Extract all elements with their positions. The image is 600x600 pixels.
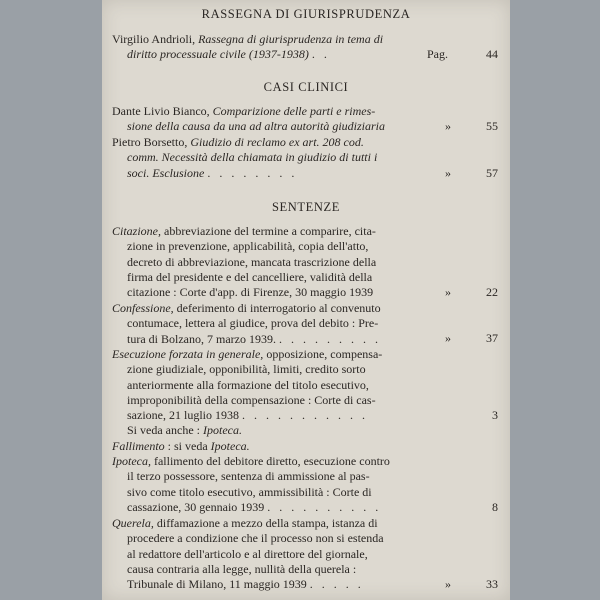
entry-text: anteriormente alla formazione del titolo esecutivo,	[127, 377, 369, 392]
entry-author: Dante Livio Bianco,	[112, 104, 210, 118]
entry-text: opposizione, compensa-	[266, 347, 383, 361]
entry-text: causa contraria alla legge, nullità della querela :	[127, 561, 357, 576]
see-also-term: Ipoteca.	[210, 439, 250, 453]
dot-leader: . .	[311, 47, 330, 62]
entry-text: sazione, 21 luglio 1938	[127, 408, 239, 423]
page-number: 37	[486, 331, 498, 345]
entry-text: firma del presidente e del cancelliere, validità della	[127, 269, 373, 284]
chevron-icon: »	[445, 119, 451, 133]
page-number: 57	[486, 166, 498, 180]
entry-citazione	[112, 224, 470, 300]
chevron-icon: »	[445, 331, 451, 345]
entry-text: abbreviazione del termine a comparire, cita-	[164, 224, 376, 238]
page-number: 33	[486, 577, 498, 591]
chevron-icon: »	[445, 166, 451, 180]
chevron-icon: »	[445, 577, 451, 591]
entry-text: fallimento del debitore diretto, esecuzione contro	[153, 454, 390, 468]
entry-title: Rassegna di giurisprudenza in tema di	[198, 32, 384, 46]
entry-term: Citazione,	[112, 224, 162, 238]
book-page	[102, 0, 510, 600]
page-label: Pag.	[427, 47, 448, 61]
page-number: 3	[492, 408, 498, 422]
entry-text: Tribunale di Milano, 11 maggio 1939	[127, 577, 307, 592]
entry-text: il terzo possessore, sentenza di ammissione al pas-	[127, 469, 370, 484]
entry-text: : si veda	[167, 439, 208, 453]
entry-ipoteca	[112, 454, 470, 515]
entry-title: sione della causa da una ad altra autorità giudiziaria	[127, 119, 386, 134]
page-number: 8	[492, 500, 498, 514]
entry-term: Confessione,	[112, 301, 174, 315]
entry-querela	[112, 516, 470, 592]
entry-text: zione giudiziale, opponibilità, limiti, credito sorto	[127, 362, 366, 377]
entry-esecuzione	[112, 347, 470, 439]
entry-term: Esecuzione forzata in generale,	[112, 347, 264, 361]
entry-text: cassazione, 30 gennaio 1939	[127, 499, 265, 514]
entry-author: Virgilio Andrioli,	[112, 32, 196, 46]
dot-leader: . . . . .	[309, 577, 364, 592]
entry-title: soci. Esclusione	[127, 165, 205, 180]
entry-text: tura di Bolzano, 7 marzo 1939.	[127, 331, 276, 346]
entry-text: al redattore dell'articolo e al direttore del giornale,	[127, 546, 368, 561]
entry-term: Fallimento	[112, 439, 165, 453]
entry-title: Giudizio di reclamo ex art. 208 cod.	[190, 135, 364, 149]
dot-leader: . . . . . . . . .	[278, 331, 381, 346]
page-number: 55	[486, 119, 498, 133]
entry-text: procedere a condizione che il processo non si estenda	[127, 531, 384, 546]
entry-title: comm. Necessità della chiamata in giudizio di tutti i	[127, 150, 378, 165]
entry-term: Ipoteca,	[112, 454, 151, 468]
entry-author: Pietro Borsetto,	[112, 135, 188, 149]
entry-term: Querela,	[112, 516, 154, 530]
section-heading-sentenze: SENTENZE	[272, 200, 340, 214]
entry-text: zione in prevenzione, applicabilità, copia dell'atto,	[127, 239, 369, 254]
entry-title: diritto processuale civile (1937-1938)	[127, 47, 309, 62]
entry-text: citazione : Corte d'app. di Firenze, 30 maggio 1939	[127, 285, 374, 300]
chevron-icon: »	[445, 285, 451, 299]
page-number: 22	[486, 285, 498, 299]
page-number: 44	[486, 47, 498, 61]
entry-text: sivo come titolo esecutivo, ammissibilità : Corte di	[127, 484, 372, 499]
entry-bianco	[112, 104, 470, 135]
entry-text: deferimento di interrogatorio al convenuto	[176, 301, 381, 315]
entry-borsetto	[112, 135, 470, 181]
see-also-label: Si veda anche :	[127, 423, 200, 438]
entry-text: contumace, lettera al giudice, prova del debito : Pre-	[127, 316, 379, 331]
entry-fallimento	[112, 439, 470, 454]
dot-leader: . . . . . . . . . .	[267, 499, 382, 514]
entry-text: decreto di abbreviazione, mancata trascrizione della	[127, 254, 377, 269]
entry-title: Comparizione delle parti e rimes-	[212, 104, 376, 118]
dot-leader: . . . . . . . .	[207, 165, 298, 180]
section-heading-casi: CASI CLINICI	[263, 80, 349, 94]
entry-text: improponibilità della compensazione : Corte di cas-	[127, 392, 376, 407]
entry-confessione	[112, 301, 470, 347]
dot-leader: . . . . . . . . . . .	[241, 408, 368, 423]
see-also-term: Ipoteca.	[202, 423, 242, 438]
section-heading-rassegna: RASSEGNA DI GIURISPRUDENZA	[201, 7, 411, 21]
entry-rassegna	[112, 32, 470, 63]
entry-text: diffamazione a mezzo della stampa, istanza di	[156, 516, 378, 530]
